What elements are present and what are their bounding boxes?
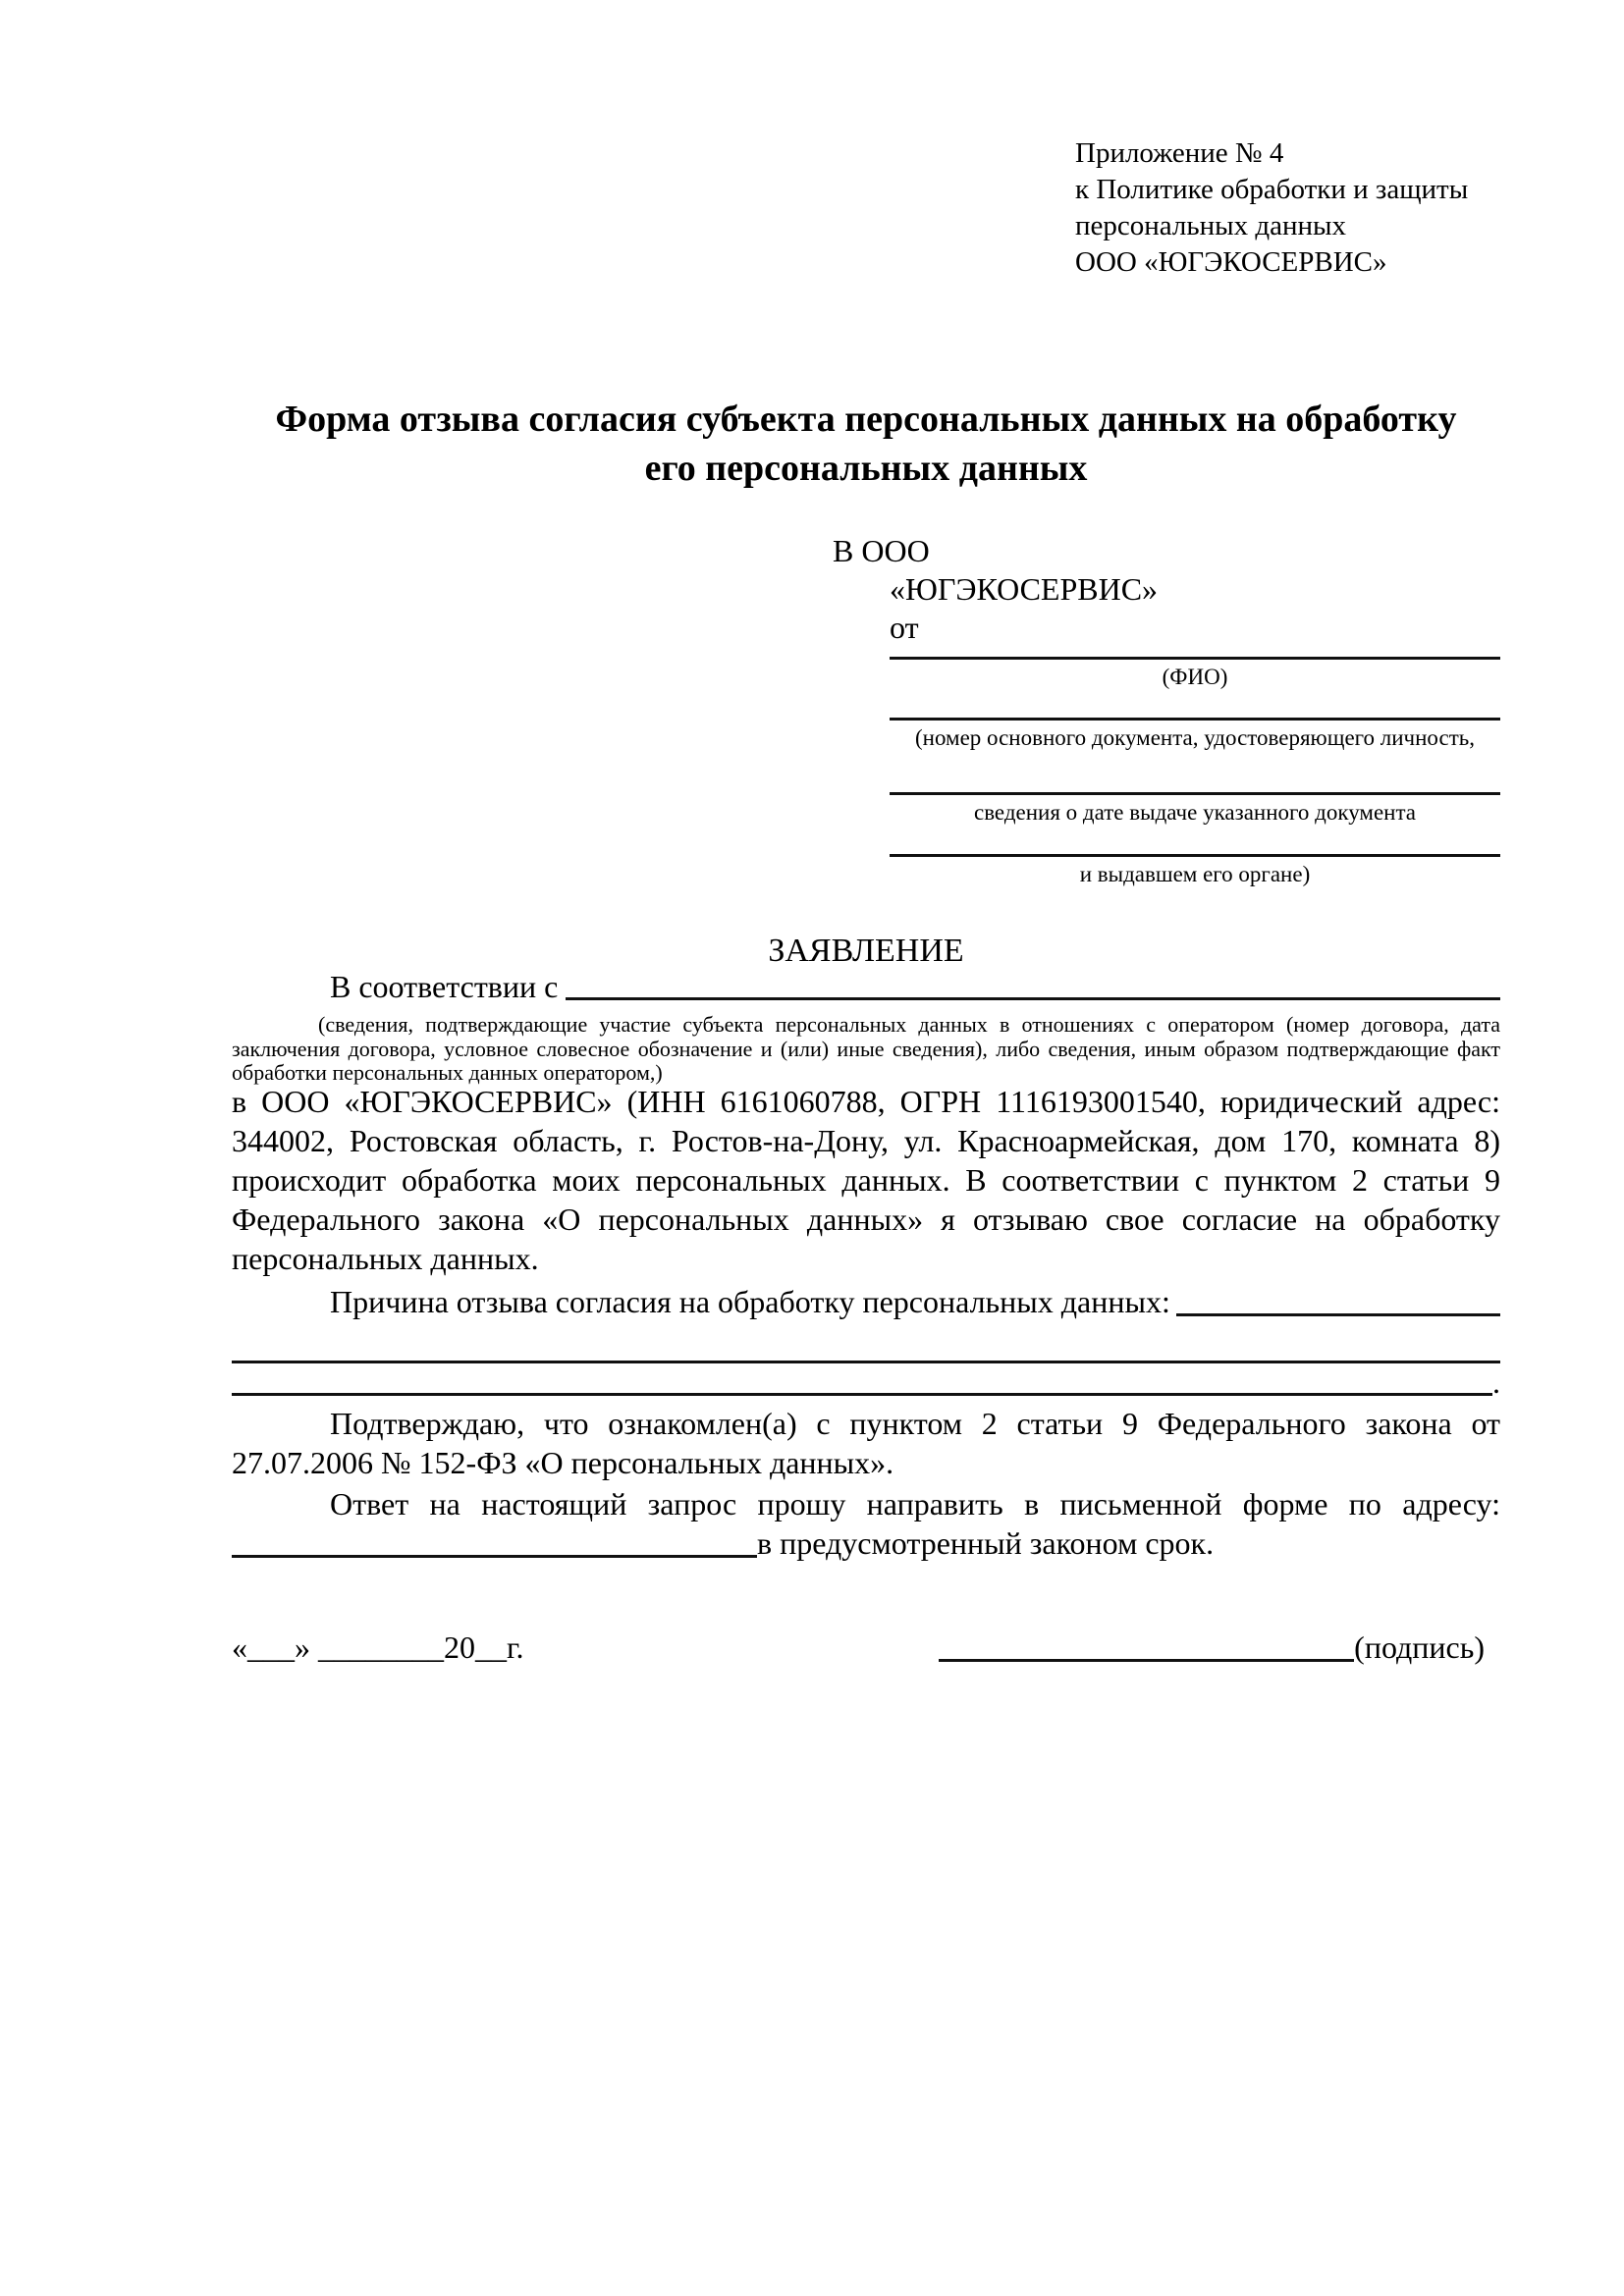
intro-line <box>232 968 1500 1005</box>
doc-number-fill-line <box>890 718 1500 721</box>
form-title-line2: его персональных данных <box>644 448 1088 489</box>
signature-caption: (подпись) <box>1354 1629 1485 1665</box>
doc-date-fill-line <box>890 792 1500 795</box>
trailing-period: . <box>1492 1364 1500 1400</box>
signature-fill-line <box>939 1628 1354 1662</box>
fio-caption: (ФИО) <box>1162 665 1228 689</box>
fio-fill-line <box>890 657 1500 660</box>
appendix-line: к Политике обработки и защиты <box>1075 174 1469 205</box>
appendix-line: Приложение № 4 <box>1075 137 1284 169</box>
doc-date-caption: сведения о дате выдаче указанного документа <box>973 800 1417 825</box>
addressee-to-label: В ООО <box>833 533 930 568</box>
doc-issuer-caption: и выдавшем его органе) <box>1079 862 1311 886</box>
reply-paragraph: Ответ на настоящий запрос прошу направить в письменной форме по адресу: <box>330 1486 1500 1522</box>
reason-label: Причина отзыва согласия на обработку персональных данных: <box>330 1284 1170 1319</box>
form-title <box>232 395 1500 493</box>
reason-blank-line-2 <box>232 1364 1500 1400</box>
address-fill-line <box>232 1523 757 1558</box>
addressee-org-name: «ЮГЭКОСЕРВИС» <box>890 571 1159 607</box>
reply-address-line <box>232 1523 1500 1563</box>
intro-fill-line <box>566 968 1500 1000</box>
doc-number-caption: (номер основного документа, удостоверяющего личность, <box>914 725 1475 750</box>
signature-area <box>939 1628 1485 1667</box>
form-title-line1: Форма отзыва согласия субъекта персональных данных на обработку <box>275 399 1457 440</box>
intro-label: В соответствии с <box>330 969 559 1004</box>
statement-heading: ЗАЯВЛЕНИЕ <box>768 933 964 969</box>
reply-tail-text: в предусмотренный законом срок. <box>757 1525 1215 1561</box>
body-paragraph: в ООО «ЮГЭКОСЕРВИС» (ИНН 6161060788, ОГРН 1116193001540, юридический адрес: 344002, Ростовская область, г. Ростов-на-Дону, ул. Красноармейская, дом 170, комната 8) происходит обработка моих персональных данных. В соответствии с пунктом 2 статьи 9 Федерального закона «О персональных данных» я отзываю свое согласие на обработку персональных данных. <box>232 1084 1500 1276</box>
reason-blank-line-1 <box>232 1361 1500 1363</box>
intro-footnote: (сведения, подтверждающие участие субъекта персональных данных в отношениях с оператором (номер договора, дата заключения договора, условное словесное обозначение и (или) иные сведения), либо сведения, иным образом подтверждающие факт обработки персональных данных оператором,) <box>232 1012 1500 1085</box>
appendix-note <box>1075 135 1468 281</box>
appendix-line: персональных данных <box>1075 210 1347 241</box>
confirm-paragraph: Подтверждаю, что ознакомлен(а) с пунктом 2 статьи 9 Федерального закона от 27.07.2006 № 152-ФЗ «О персональных данных». <box>232 1406 1500 1480</box>
reason-fill-line <box>1176 1282 1500 1316</box>
reason-blank-fill <box>232 1364 1492 1396</box>
addressee-from-label: от <box>890 610 919 645</box>
date-field: «___» ________20__г. <box>232 1629 524 1665</box>
reason-line <box>232 1282 1500 1321</box>
appendix-line: ООО «ЮГЭКОСЕРВИС» <box>1075 246 1387 278</box>
doc-issuer-fill-line <box>890 854 1500 857</box>
